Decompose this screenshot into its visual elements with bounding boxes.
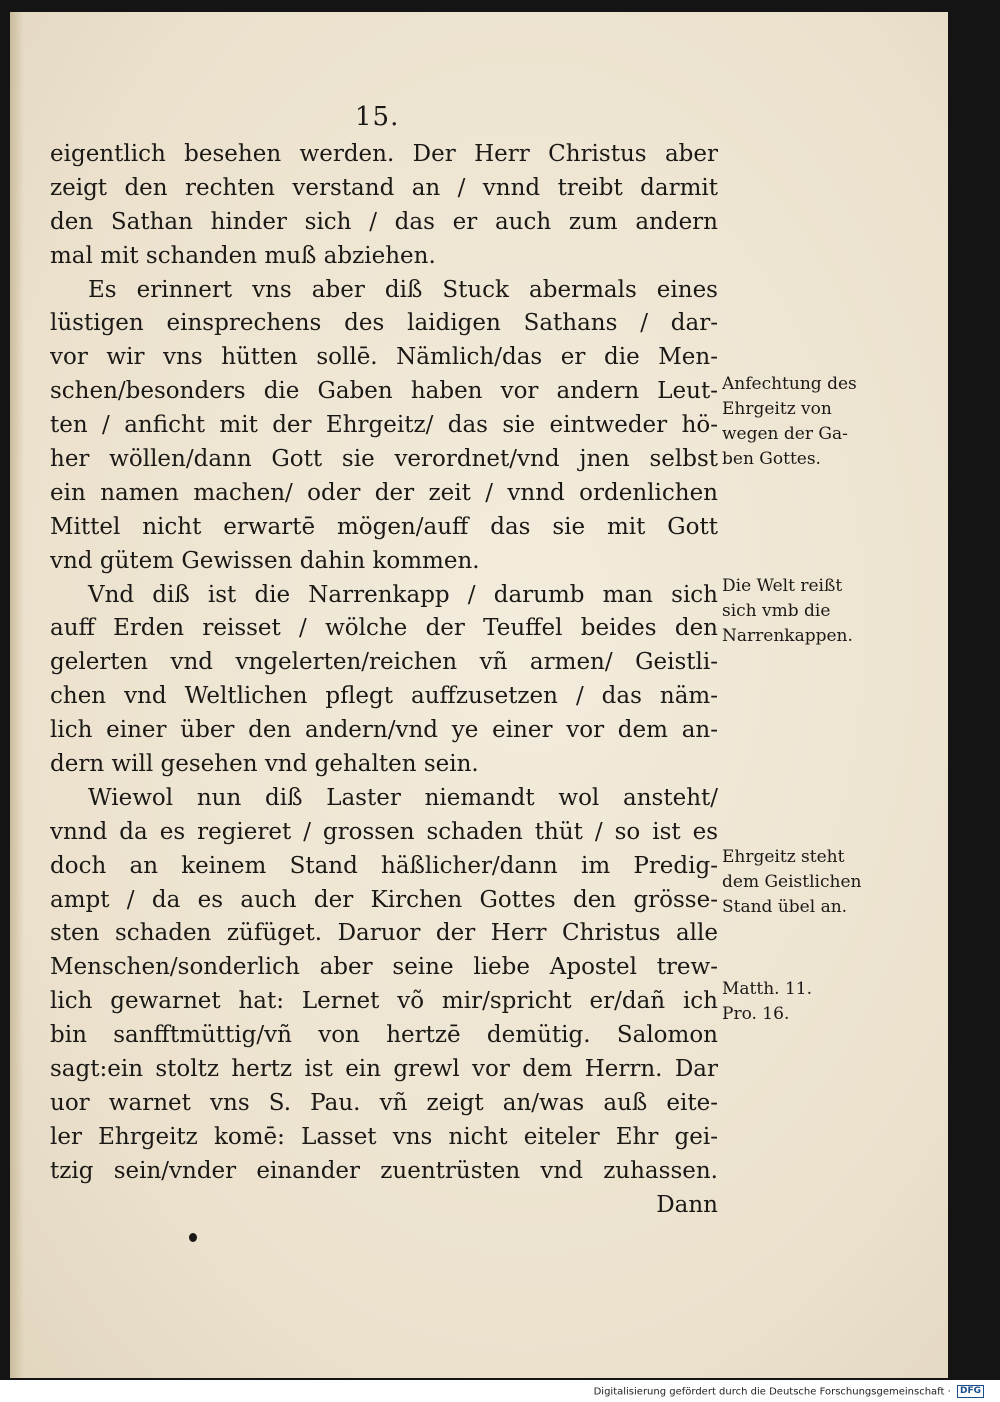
margin-note-line: Narrenkappen.: [722, 626, 853, 646]
text-line: ten / anficht mit der Ehrgeitz/ das sie eintweder hö-: [50, 412, 718, 439]
margin-note-line: Pro. 16.: [722, 1004, 790, 1024]
text-line: lich gewarnet hat: Lernet võ mir/spricht er/dañ ich: [50, 988, 718, 1015]
page-number: 15.: [355, 102, 400, 132]
ink-dot: [189, 1233, 197, 1242]
text-line: den Sathan hinder sich / das er auch zum andern: [50, 208, 718, 235]
text-line: vor wir vns hütten sollē. Nämlich/das er die Men-: [50, 344, 718, 371]
text-line: Wiewol nun diß Laster niemandt wol ansteht/: [88, 784, 718, 811]
text-line: Es erinnert vns aber diß Stuck abermals eines: [88, 276, 718, 303]
text-line: sten schaden züfüget. Daruor der Herr Christus alle: [50, 920, 718, 947]
margin-note-line: Ehrgeitz steht: [722, 847, 845, 867]
text-line: Menschen/sonderlich aber seine liebe Apostel trew-: [50, 954, 718, 981]
margin-note-line: Ehrgeitz von: [722, 399, 832, 419]
text-line: eigentlich besehen werden. Der Herr Christus aber: [50, 141, 718, 167]
text-line: vnd gütem Gewissen dahin kommen.: [50, 547, 480, 574]
text-line: gelerten vnd vngelerten/reichen vñ armen/ Geistli-: [50, 649, 718, 676]
margin-note-line: wegen der Ga-: [722, 424, 848, 444]
text-line: Mittel nicht erwartē mögen/auff das sie mit Gott: [50, 513, 718, 540]
margin-note-line: ben Gottes.: [722, 449, 821, 469]
page-gutter-shadow: [10, 12, 24, 1378]
main-text-block: [50, 138, 718, 1223]
text-line: mal mit schanden muß abziehen.: [50, 242, 436, 269]
text-line: lich einer über den andern/vnd ye einer vor dem an-: [50, 717, 718, 744]
text-line: sagt:ein stoltz hertz ist ein grewl vor dem Herrn. Dar: [50, 1056, 718, 1083]
text-line: bin sanfftmüttig/vñ von hertzē demütig. Salomon: [50, 1022, 718, 1049]
margin-note-line: sich vmb die: [722, 601, 831, 621]
text-line: her wöllen/dann Gott sie verordnet/vnd jnen selbst: [50, 446, 718, 473]
text-line: Vnd diß ist die Narrenkapp / darumb man sich: [88, 581, 718, 608]
margin-note-scripture-references: [722, 977, 902, 1027]
digitization-credit-text: Digitalisierung gefördert durch die Deutsche Forschungsgemeinschaft ·: [593, 1386, 951, 1398]
text-line: tzig sein/vnder einander zuentrüsten vnd zuhassen.: [50, 1157, 718, 1184]
margin-note-ambition-temptation: [722, 372, 902, 472]
catchword: Dann: [656, 1191, 718, 1218]
margin-note-line: Die Welt reißt: [722, 576, 843, 596]
margin-note-line: Stand übel an.: [722, 897, 848, 917]
text-line: vnnd da es regieret / grossen schaden thüt / so ist es: [50, 818, 718, 845]
text-line: chen vnd Weltlichen pflegt auffzusetzen / das näm-: [50, 683, 718, 710]
margin-note-clergy-ambition: [722, 845, 902, 920]
margin-note-line: Anfechtung des: [722, 374, 857, 394]
text-line: uor warnet vns S. Pau. vñ zeigt an/was auß eite-: [50, 1089, 718, 1116]
dfg-logo: DFG: [957, 1385, 984, 1398]
text-line: dern will gesehen vnd gehalten sein.: [50, 751, 479, 778]
margin-note-fools-cap: [722, 574, 902, 649]
digitization-credit: [594, 1385, 984, 1398]
text-line: ein namen machen/ oder der zeit / vnnd ordenlichen: [50, 479, 718, 506]
text-line: auff Erden reisset / wölche der Teuffel beides den: [50, 615, 718, 642]
text-line: ampt / da es auch der Kirchen Gottes den grösse-: [50, 886, 718, 913]
margin-note-line: dem Geistlichen: [722, 872, 862, 892]
text-line: lüstigen einsprechens des laidigen Sathans / dar-: [50, 310, 718, 337]
margin-note-line: Matth. 11.: [722, 979, 812, 999]
text-line: ler Ehrgeitz komē: Lasset vns nicht eiteler Ehr gei-: [50, 1123, 718, 1150]
text-line: zeigt den rechten verstand an / vnnd treibt darmit: [50, 174, 718, 201]
text-line: doch an keinem Stand häßlicher/dann im Predig-: [50, 852, 718, 879]
text-line: schen/besonders die Gaben haben vor andern Leut-: [50, 378, 718, 405]
